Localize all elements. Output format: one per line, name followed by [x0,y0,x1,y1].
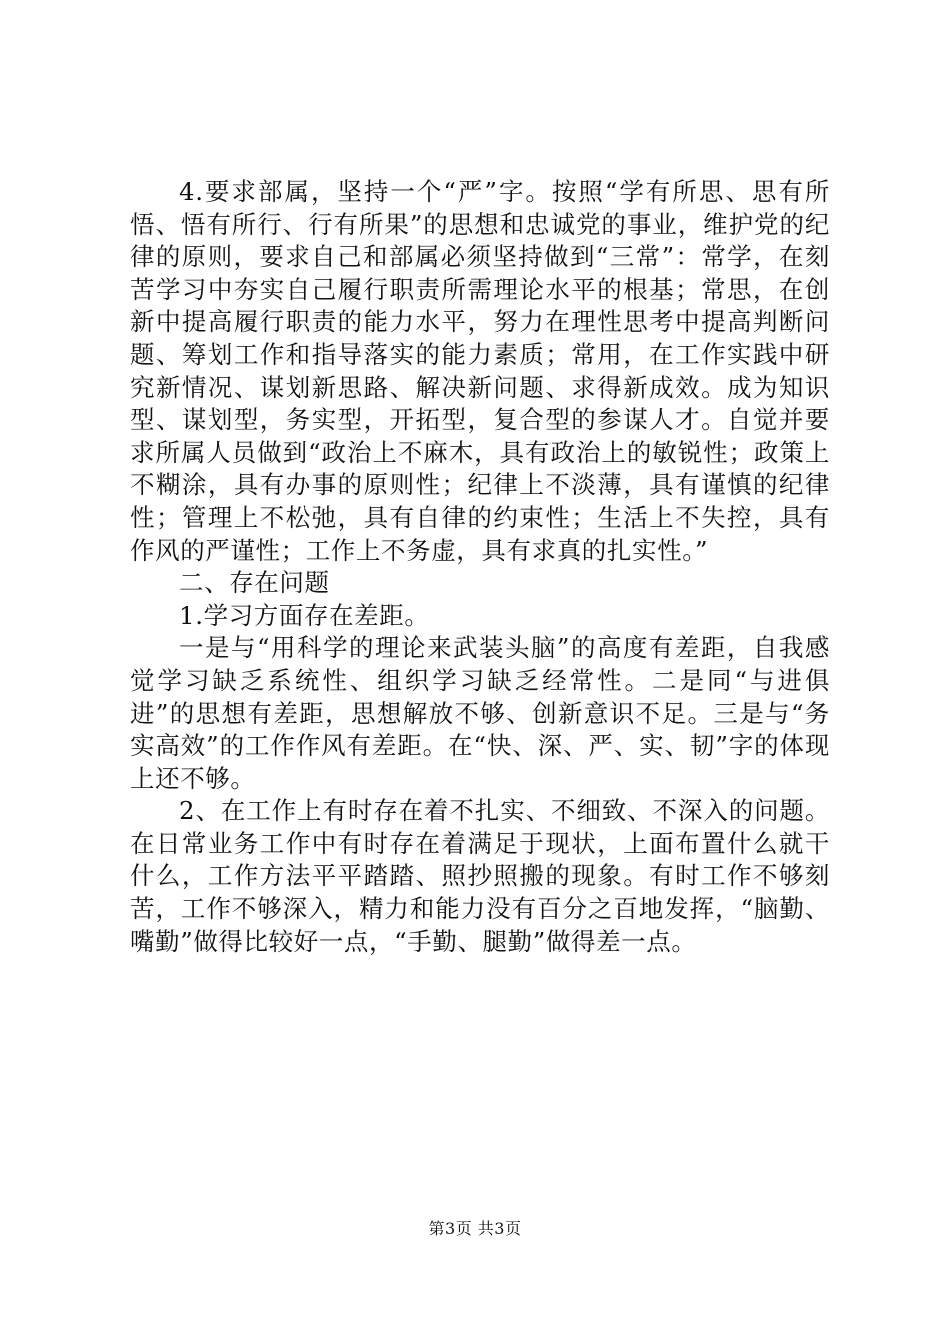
paragraph-requirement-strict: 4.要求部属，坚持一个“严”字。按照“学有所思、思有所悟、悟有所行、行有所果”的思想和忠诚党的事业，维护党的纪律的原则，要求自己和部属必须坚持做到“三常”：常学，在刻苦学习中夯实自己履行职责所需理论水平的根基；常思，在创新中提高履行职责的能力水平，努力在理性思考中提高判断问题、筹划工作和指导落实的能力素质；常用，在工作实践中研究新情况、谋划新思路、解决新问题、求得新成效。成为知识型、谋划型，务实型，开拓型，复合型的参谋人才。自觉并要求所属人员做到“政治上不麻木，具有政治上的敏锐性；政策上不糊涂，具有办事的原则性；纪律上不淡薄，具有谨慎的纪律性；管理上不松弛，具有自律的约束性；生活上不失控，具有作风的严谨性；工作上不务虚，具有求真的扎实性。” [130,177,830,565]
document-body [130,176,830,958]
section-heading-problems: 二、存在问题 [179,568,330,598]
paragraph-work-problems: 2、在工作上有时存在着不扎实、不细致、不深入的问题。在日常业务工作中有时存在着满足于现状，上面布置什么就干什么，工作方法平平踏踏、照抄照搬的现象。有时工作不够刻苦，工作不够深入，精力和能力没有百分之百地发挥，“脑勤、嘴勤”做得比较好一点，“手勤、腿勤”做得差一点。 [130,796,830,956]
page-number-footer: 第3页 共3页 [428,1219,522,1238]
paragraph-study-gap-details: 一是与“用科学的理论来武装头脑”的高度有差距，自我感觉学习缺乏系统性、组织学习缺乏经常性。二是同“与进俱进”的思想有差距，思想解放不够、创新意识不足。三是与“务实高效”的工作作风有差距。在“快、深、严、实、韧”字的体现上还不够。 [130,633,830,793]
subheading-study-gap: 1.学习方面存在差距。 [179,600,430,630]
